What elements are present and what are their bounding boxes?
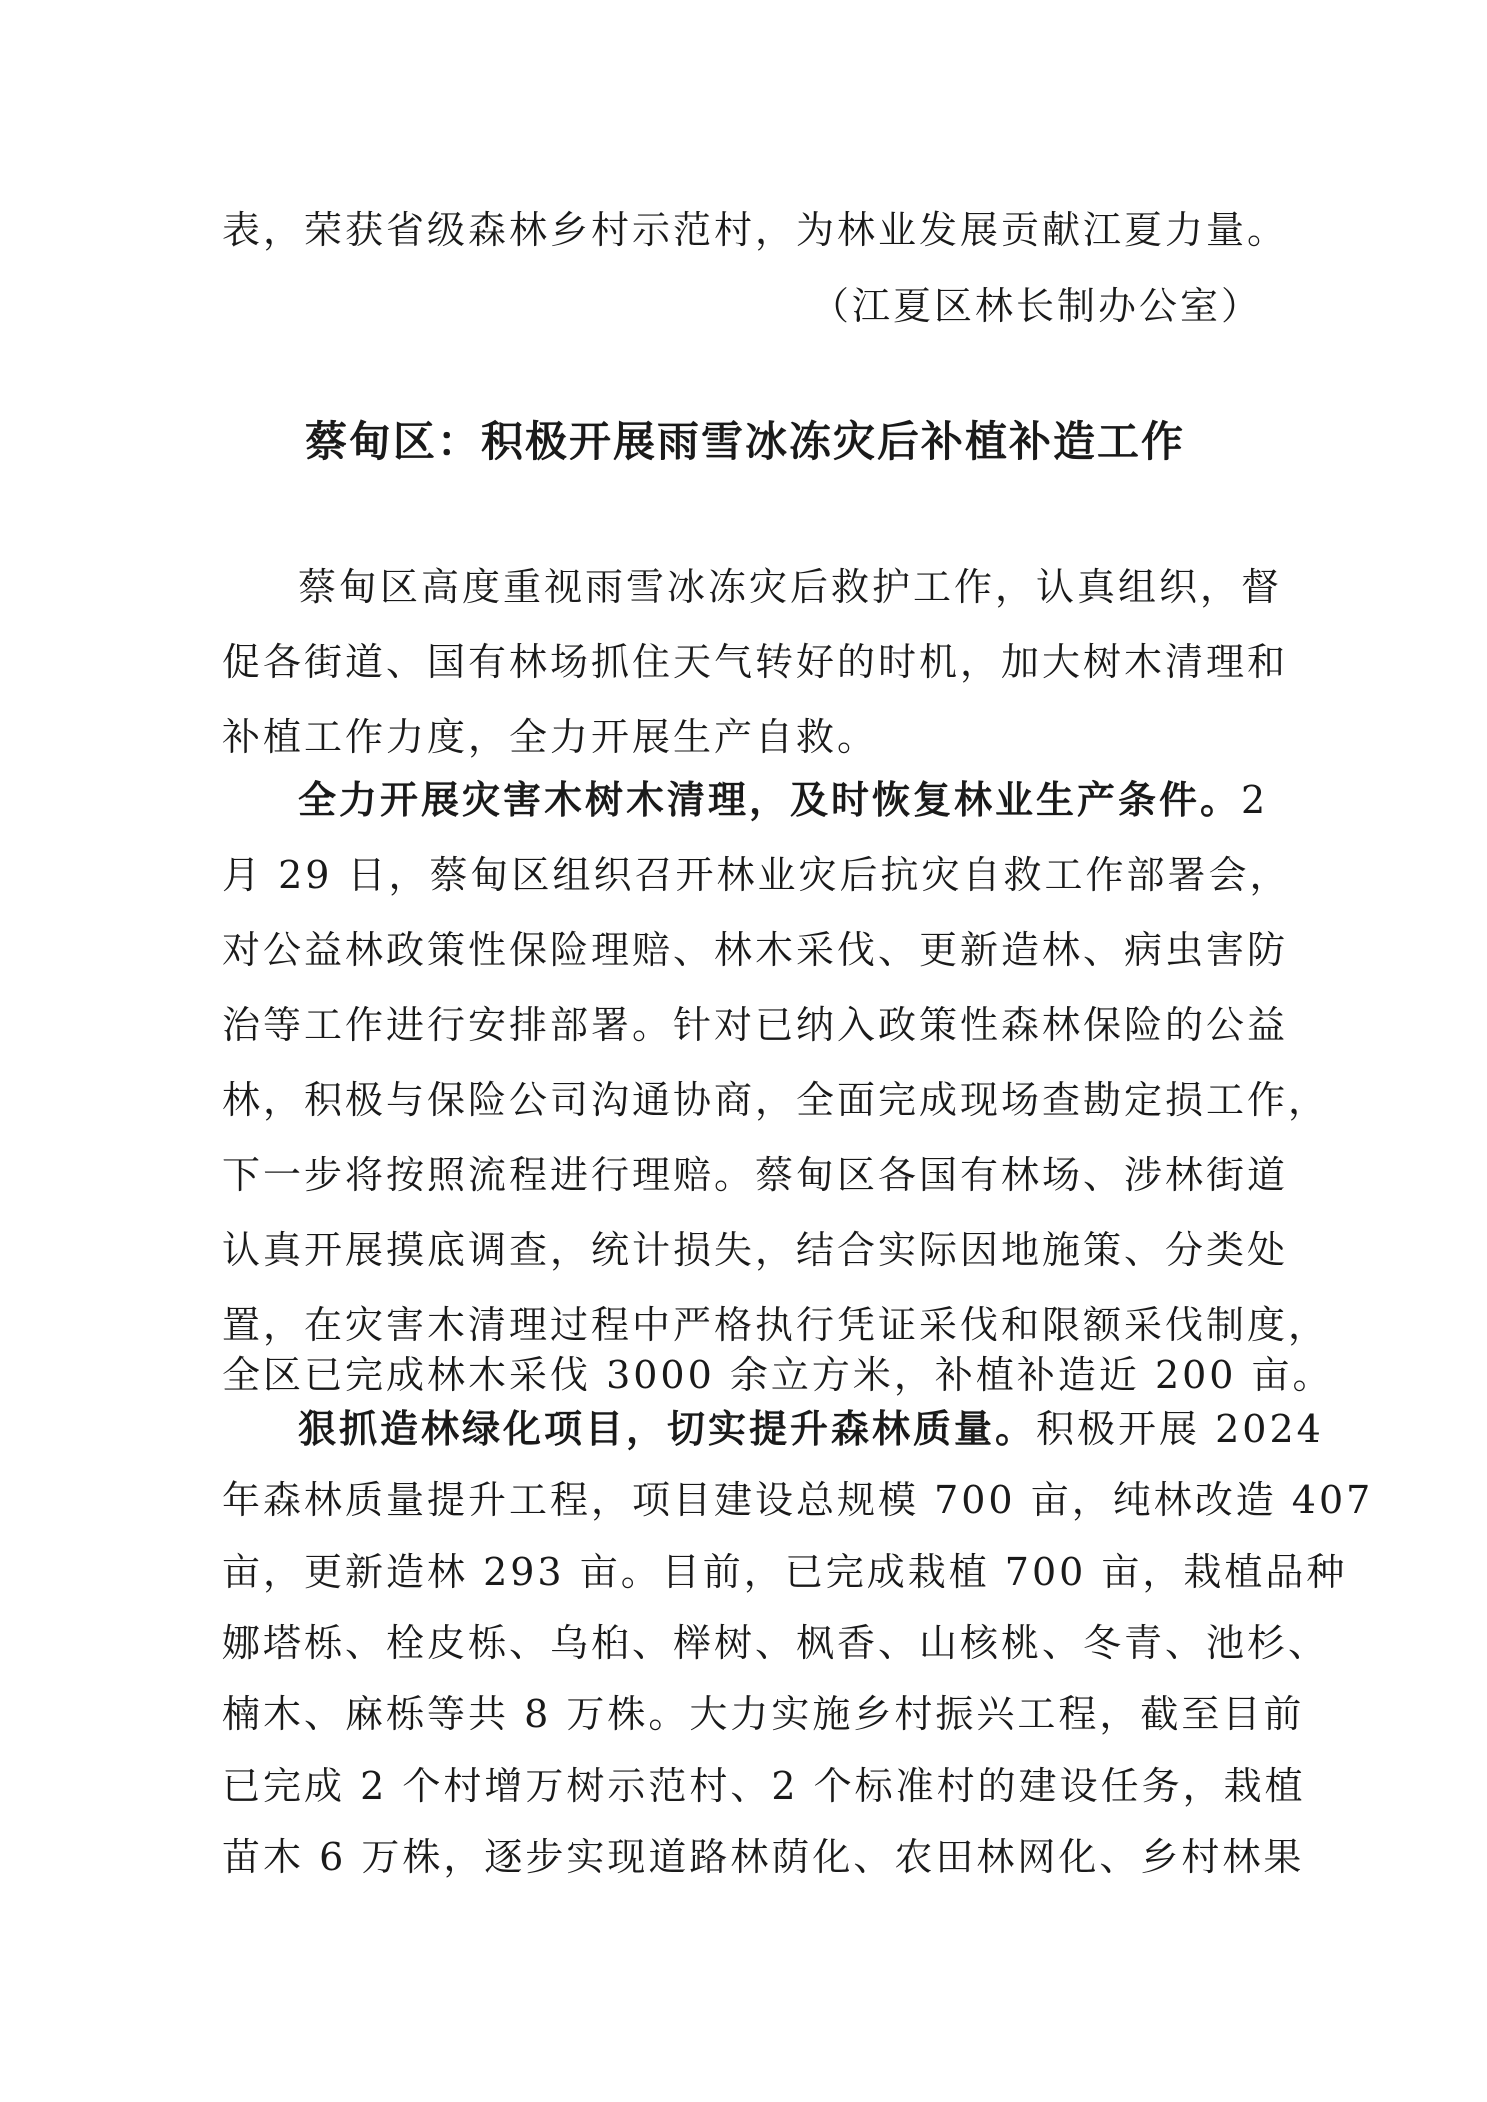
paragraph-3-line-4: 娜塔栎、栓皮栎、乌桕、榉树、枫香、山核桃、冬青、池杉、 — [222, 1621, 1330, 1665]
paragraph-2-line-4: 治等工作进行安排部署。针对已纳入政策性森林保险的公益 — [222, 1003, 1289, 1047]
paragraph-3-lead: 狠抓造林绿化项目，切实提升森林质量。 — [298, 1407, 1037, 1451]
paragraph-3-line-6: 已完成 2 个村增万树示范村、2 个标准村的建设任务，栽植 — [222, 1764, 1306, 1808]
paragraph-2-line-7: 认真开展摸底调查，统计损失，结合实际因地施策、分类处 — [222, 1228, 1289, 1272]
paragraph-2-lead-tail: 2 — [1241, 778, 1269, 822]
paragraph-2-line-1 — [298, 776, 1268, 824]
paragraph-3-line-3: 亩，更新造林 293 亩。目前，已完成栽植 700 亩，栽植品种 — [222, 1550, 1348, 1594]
intro-line: 表，荣获省级森林乡村示范村，为林业发展贡献江夏力量。 — [222, 208, 1289, 252]
paragraph-2-line-8: 置，在灾害木清理过程中严格执行凭证采伐和限额采伐制度， — [222, 1303, 1330, 1347]
article-title: 蔡甸区：积极开展雨雪冰冻灾后补植补造工作 — [304, 417, 1185, 466]
paragraph-2-line-6: 下一步将按照流程进行理赔。蔡甸区各国有林场、涉林街道 — [222, 1153, 1289, 1197]
paragraph-1-line-2: 促各街道、国有林场抓住天气转好的时机，加大树木清理和 — [222, 640, 1289, 684]
paragraph-3-line-5: 楠木、麻栎等共 8 万株。大力实施乡村振兴工程，截至目前 — [222, 1692, 1305, 1736]
paragraph-3-lead-tail: 积极开展 2024 — [1036, 1407, 1324, 1451]
attribution: （江夏区林长制办公室） — [810, 284, 1262, 328]
paragraph-2-line-3: 对公益林政策性保险理赔、林木采伐、更新造林、病虫害防 — [222, 928, 1289, 972]
paragraph-3-line-7: 苗木 6 万株，逐步实现道路林荫化、农田林网化、乡村林果 — [222, 1835, 1305, 1879]
paragraph-3-line-1 — [298, 1405, 1324, 1453]
paragraph-2-lead: 全力开展灾害木树木清理，及时恢复林业生产条件。 — [298, 778, 1242, 822]
paragraph-2-line-2: 月 29 日，蔡甸区组织召开林业灾后抗灾自救工作部署会， — [222, 853, 1291, 897]
paragraph-1-line-3: 补植工作力度，全力开展生产自救。 — [222, 715, 879, 759]
paragraph-1-line-1: 蔡甸区高度重视雨雪冰冻灾后救护工作，认真组织，督 — [298, 565, 1283, 609]
paragraph-3-line-2: 年森林质量提升工程，项目建设总规模 700 亩，纯林改造 407 — [222, 1478, 1374, 1522]
paragraph-2-line-9: 全区已完成林木采伐 3000 余立方米，补植补造近 200 亩。 — [222, 1353, 1334, 1397]
paragraph-2-line-5: 林，积极与保险公司沟通协商，全面完成现场查勘定损工作， — [222, 1078, 1330, 1122]
